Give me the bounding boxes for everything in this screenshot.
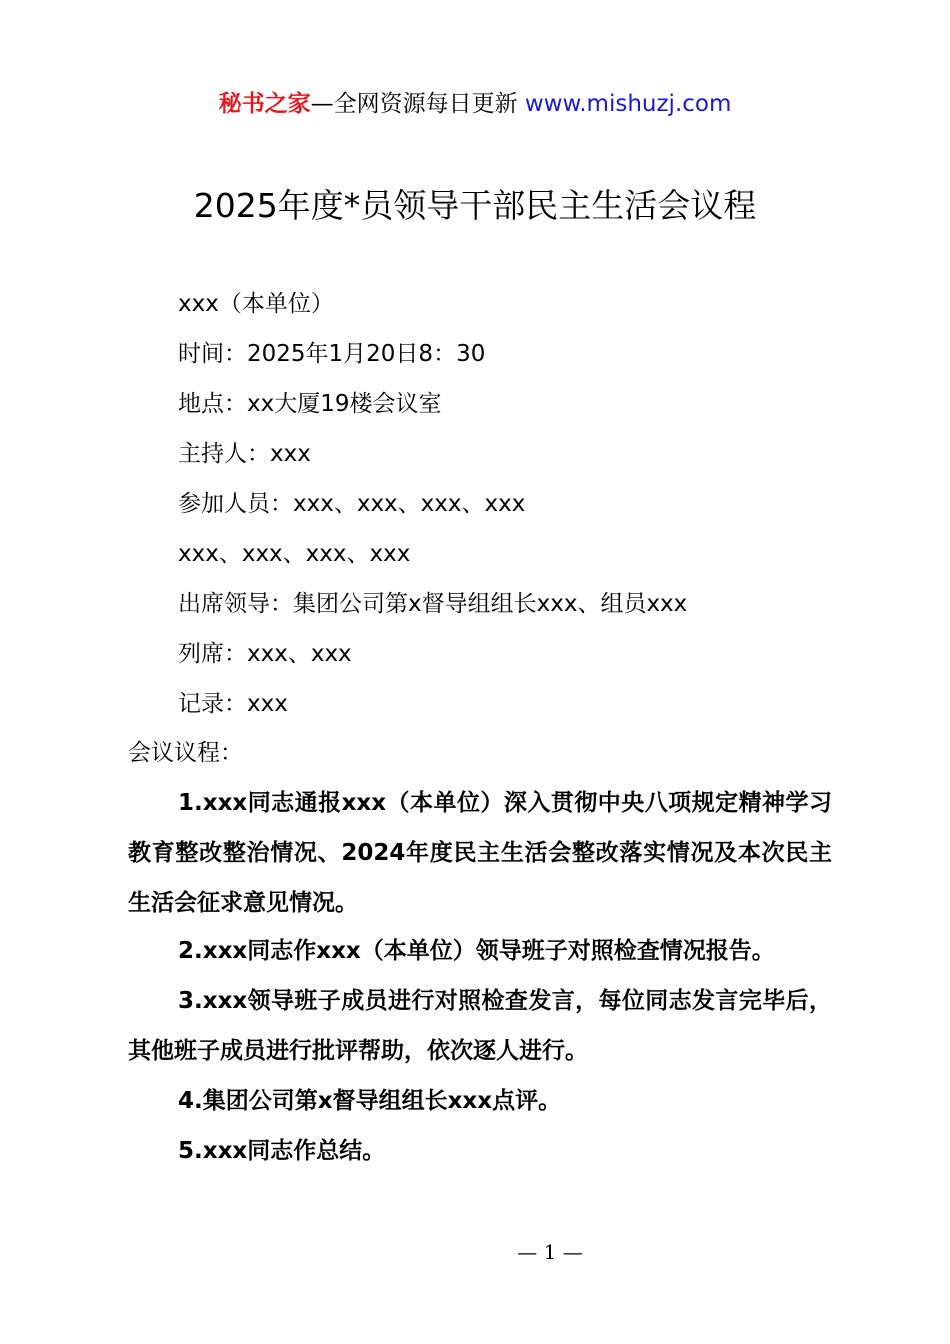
agenda-item-1: 1.xxx同志通报xxx（本单位）深入贯彻中央八项规定精神学习教育整改整治情况、2024年度民主生活会整改落实情况及本次民主生活会征求意见情况。 (128, 790, 832, 916)
meta-location: 地点：xx大厦19楼会议室 (178, 391, 442, 417)
agenda-heading: 会议议程： (128, 740, 243, 766)
document-title: 2025年度*员领导干部民主生活会议程 (193, 186, 757, 225)
meta-attendees: 参加人员：xxx、xxx、xxx、xxx (178, 491, 526, 517)
meta-recorder: 记录：xxx (178, 691, 288, 717)
agenda-item-5: 5.xxx同志作总结。 (178, 1138, 386, 1164)
header-tagline: —全网资源每日更新 (310, 91, 525, 117)
site-header (0, 86, 950, 122)
meta-leaders: 出席领导：集团公司第x督导组组长xxx、组员xxx (178, 591, 688, 617)
meta-time: 时间：2025年1月20日8：30 (178, 341, 486, 367)
meta-observers: 列席：xxx、xxx (178, 641, 352, 667)
meta-host: 主持人：xxx (178, 441, 311, 467)
page-number: — 1 — (517, 1240, 583, 1264)
agenda-item-3: 3.xxx领导班子成员进行对照检查发言，每位同志发言完毕后，其他班子成员进行批评帮助，依次逐人进行。 (128, 988, 832, 1064)
meta-attendees-continued: xxx、xxx、xxx、xxx (178, 541, 411, 567)
agenda-item-2: 2.xxx同志作xxx（本单位）领导班子对照检查情况报告。 (178, 938, 775, 964)
site-url-link[interactable]: www.mishuzj.com (524, 91, 732, 117)
agenda-item-4: 4.集团公司第x督导组组长xxx点评。 (178, 1088, 562, 1114)
brand-name: 秘书之家 (218, 91, 311, 117)
meta-unit: xxx（本单位） (178, 291, 334, 317)
